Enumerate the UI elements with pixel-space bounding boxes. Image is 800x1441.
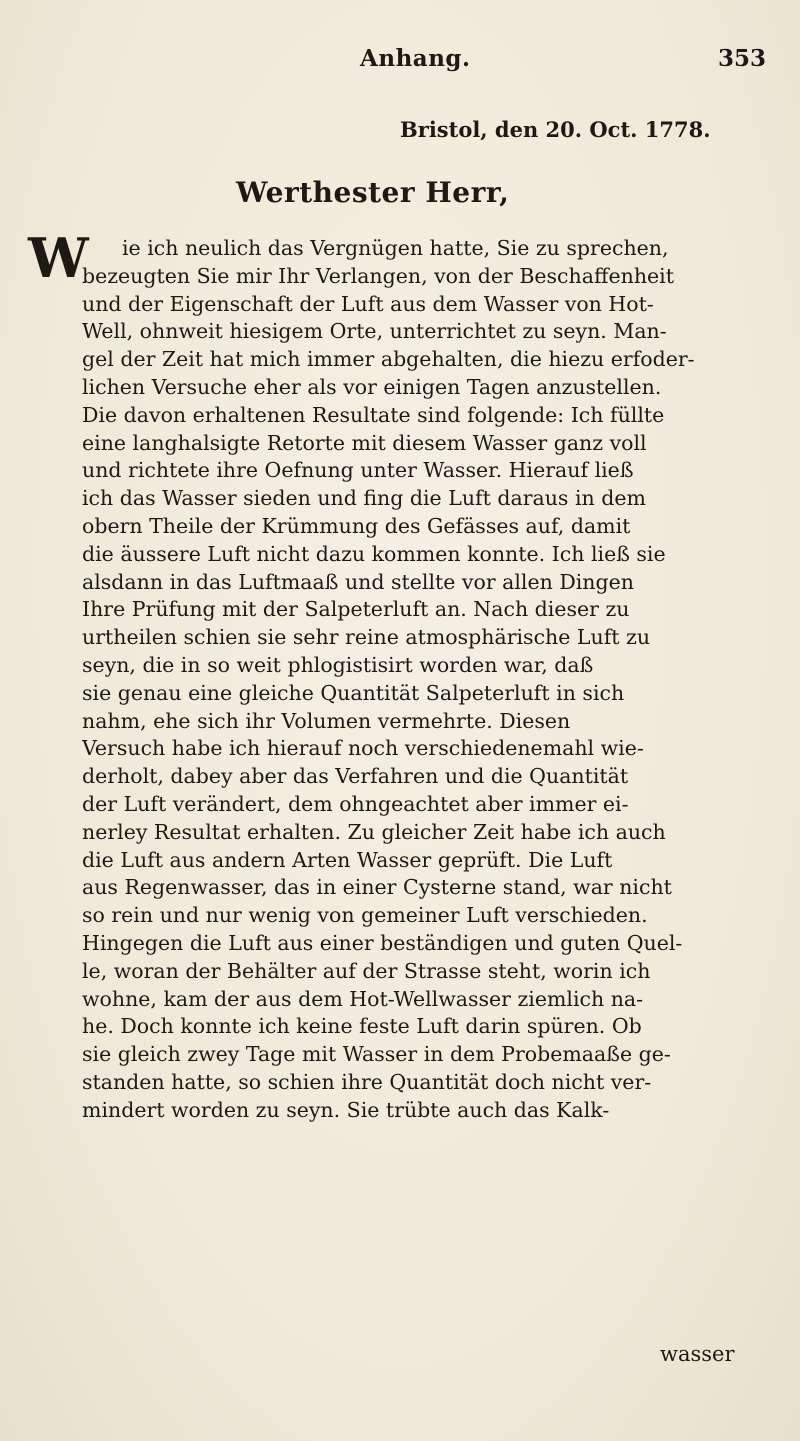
text-line: der Luft verändert, dem ohngeachtet aber immer ei- [82, 791, 629, 816]
text-line: so rein und nur wenig von gemeiner Luft verschieden. [82, 903, 648, 928]
text-line: Versuch habe ich hierauf noch verschiedenemahl wie- [82, 736, 644, 761]
text-line: gel der Zeit hat mich immer abgehalten, die hiezu erfoder- [82, 347, 695, 372]
text-line: die äussere Luft nicht dazu kommen konnte. Ich ließ sie [82, 541, 666, 566]
text-line: derholt, dabey aber das Verfahren und die Quantität [82, 764, 629, 789]
text-line: standen hatte, so schien ihre Quantität doch nicht ver- [82, 1069, 652, 1094]
running-head: Anhang. [360, 45, 471, 72]
text-line: eine langhalsigte Retorte mit diesem Wasser ganz voll [82, 430, 647, 455]
text-line: obern Theile der Krümmung des Gefässes auf, damit [82, 513, 631, 538]
text-line: Die davon erhaltenen Resultate sind folgende: Ich füllte [82, 402, 665, 427]
text-line: und richtete ihre Oefnung unter Wasser. Hierauf ließ [82, 458, 634, 483]
text-line: nahm, ehe sich ihr Volumen vermehrte. Diesen [82, 708, 571, 733]
text-line: bezeugten Sie mir Ihr Verlangen, von der Beschaffenheit [82, 263, 674, 288]
text-line: ie ich neulich das Vergnügen hatte, Sie zu sprechen, [122, 236, 669, 260]
text-line: wohne, kam der aus dem Hot-Wellwasser ziemlich na- [82, 986, 644, 1011]
text-line: urtheilen schien sie sehr reine atmosphärische Luft zu [82, 625, 651, 650]
text-line: mindert worden zu seyn. Sie trübte auch das Kalk- [82, 1097, 610, 1122]
drop-cap: W [28, 226, 89, 290]
text-line: Ihre Prüfung mit der Salpeterluft an. Nach dieser zu [82, 597, 630, 622]
letter-body [82, 235, 774, 1125]
text-line: die Luft aus andern Arten Wasser geprüft. Die Luft [82, 847, 613, 872]
text-line: und der Eigenschaft der Luft aus dem Wasser von Hot- [82, 291, 654, 316]
text-line: Hingegen die Luft aus einer beständigen und guten Quel- [82, 930, 683, 955]
text-line: Well, ohnweit hiesigem Orte, unterrichtet zu seyn. Man- [82, 319, 667, 344]
page-number: 353 [718, 45, 767, 72]
text-line: sie gleich zwey Tage mit Wasser in dem Probemaaße ge- [82, 1042, 671, 1067]
text-line: alsdann in das Luftmaaß und stellte vor allen Dingen [82, 569, 634, 594]
catchword: wasser [660, 1342, 735, 1366]
text-line: sie genau eine gleiche Quantität Salpeterluft in sich [82, 680, 625, 705]
text-line: seyn, die in so weit phlogistisirt worden war, daß [82, 652, 594, 677]
text-line: le, woran der Behälter auf der Strasse steht, worin ich [82, 958, 651, 983]
text-line: ich das Wasser sieden und fing die Luft daraus in dem [82, 486, 646, 511]
text-line: nerley Resultat erhalten. Zu gleicher Zeit habe ich auch [82, 819, 666, 844]
text-line: aus Regenwasser, das in einer Cysterne stand, war nicht [82, 875, 672, 900]
text-line: lichen Versuche eher als vor einigen Tagen anzustellen. [82, 374, 662, 399]
text-line: he. Doch konnte ich keine feste Luft darin spüren. Ob [82, 1014, 642, 1039]
letter-dateline: Bristol, den 20. Oct. 1778. [400, 117, 711, 142]
letter-salutation: Werthester Herr, [236, 176, 510, 209]
